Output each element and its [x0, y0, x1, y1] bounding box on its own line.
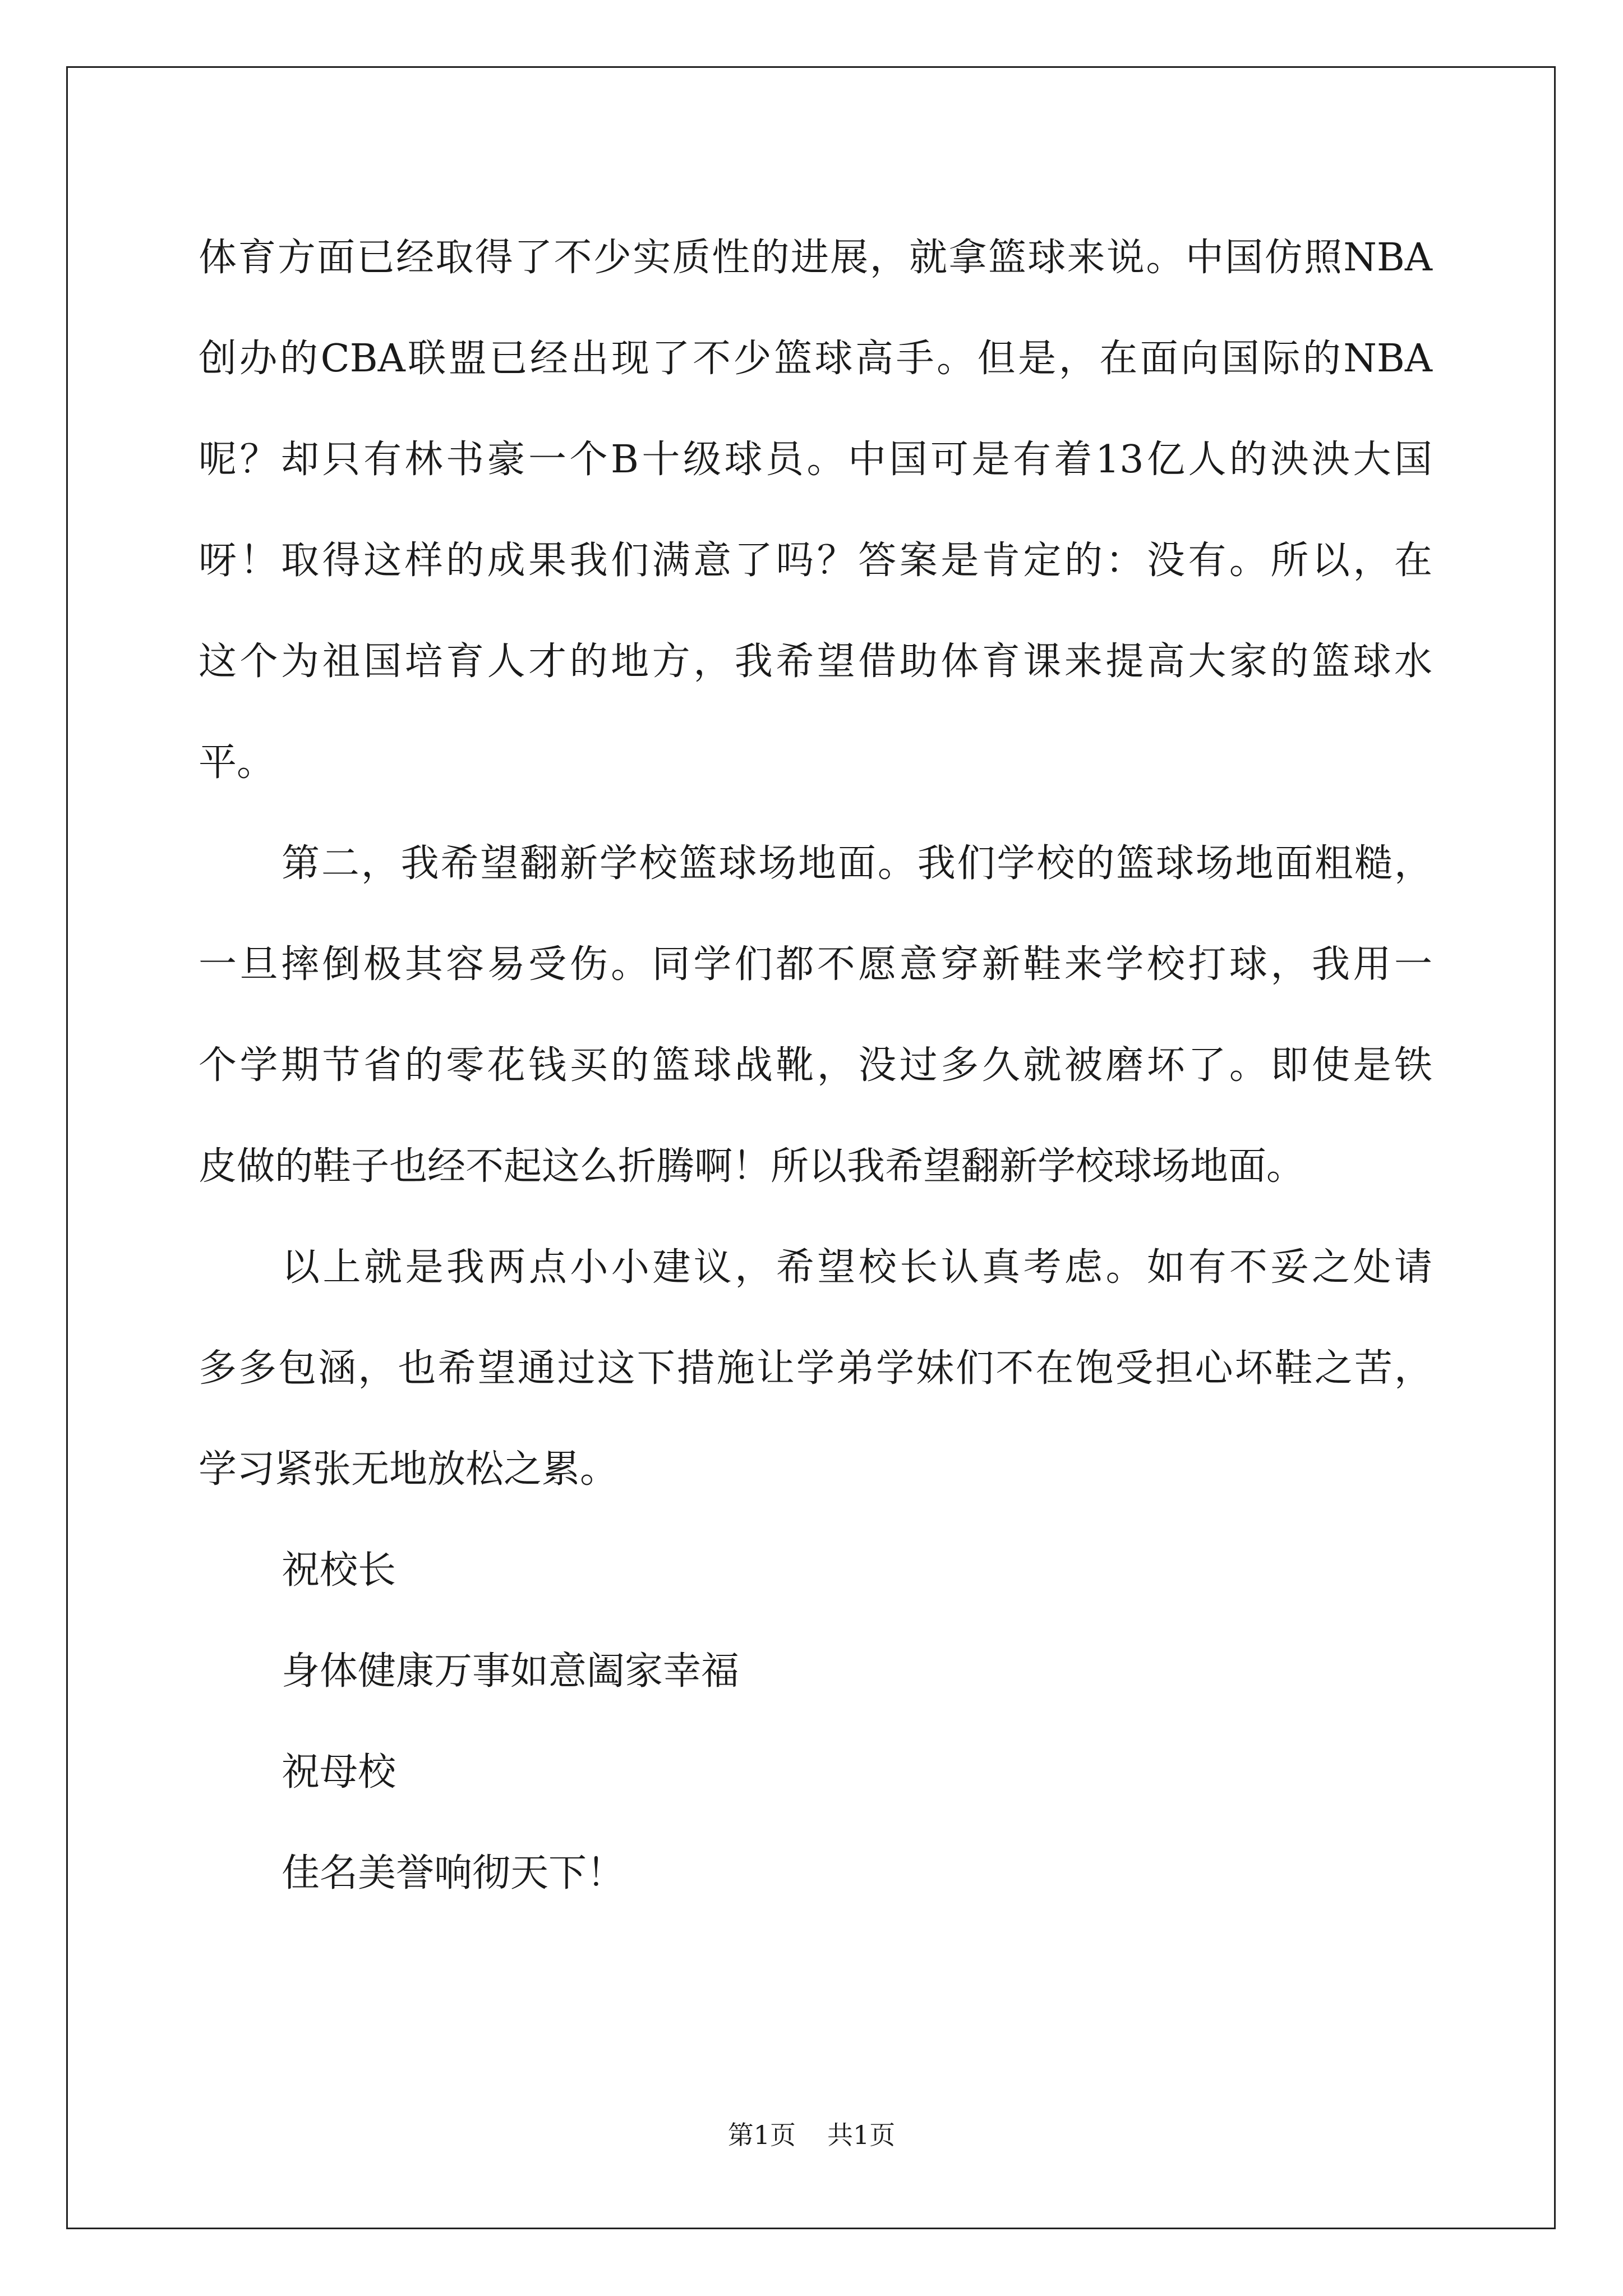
text-line: 创办的CBA联盟已经出现了不少篮球高手。但是，在面向国际的NBA: [199, 337, 1432, 381]
text-line: 呀！取得这样的成果我们满意了吗？答案是肯定的：没有。所以，在: [199, 539, 1432, 583]
text-line: 这个为祖国培育人才的地方，我希望借助体育课来提高大家的篮球水: [199, 639, 1432, 684]
closing-line: 祝母校: [282, 1750, 396, 1795]
page-footer: [0, 2118, 1623, 2152]
text-line: 第二，我希望翻新学校篮球场地面。我们学校的篮球场地面粗糙，: [282, 841, 1432, 886]
closing-line: 祝校长: [282, 1548, 396, 1593]
closing-line: 身体健康万事如意阖家幸福: [282, 1649, 740, 1694]
text-line: 以上就是我两点小小建议，希望校长认真考虑。如有不妥之处请: [282, 1245, 1432, 1290]
closing-line: 佳名美誉响彻天下！: [282, 1851, 625, 1895]
text-line: 一旦摔倒极其容易受伤。同学们都不愿意穿新鞋来学校打球，我用一: [199, 942, 1432, 987]
text-line: 体育方面已经取得了不少实质性的进展，就拿篮球来说。中国仿照NBA: [199, 236, 1432, 280]
page-number: 第1页: [727, 2120, 796, 2150]
text-line: 平。: [199, 740, 275, 785]
document-body: [199, 208, 1432, 1924]
text-line: 皮做的鞋子也经不起这么折腾啊！所以我希望翻新学校球场地面。: [199, 1144, 1305, 1189]
page-total: 共1页: [827, 2120, 896, 2150]
text-line: 个学期节省的零花钱买的篮球战靴，没过多久就被磨坏了。即使是铁: [199, 1043, 1432, 1088]
text-line: 多多包涵，也希望通过这下措施让学弟学妹们不在饱受担心坏鞋之苦，: [199, 1346, 1432, 1391]
text-line: 呢？却只有林书豪一个B十级球员。中国可是有着13亿人的泱泱大国: [199, 438, 1432, 482]
text-line: 学习紧张无地放松之累。: [199, 1447, 619, 1492]
